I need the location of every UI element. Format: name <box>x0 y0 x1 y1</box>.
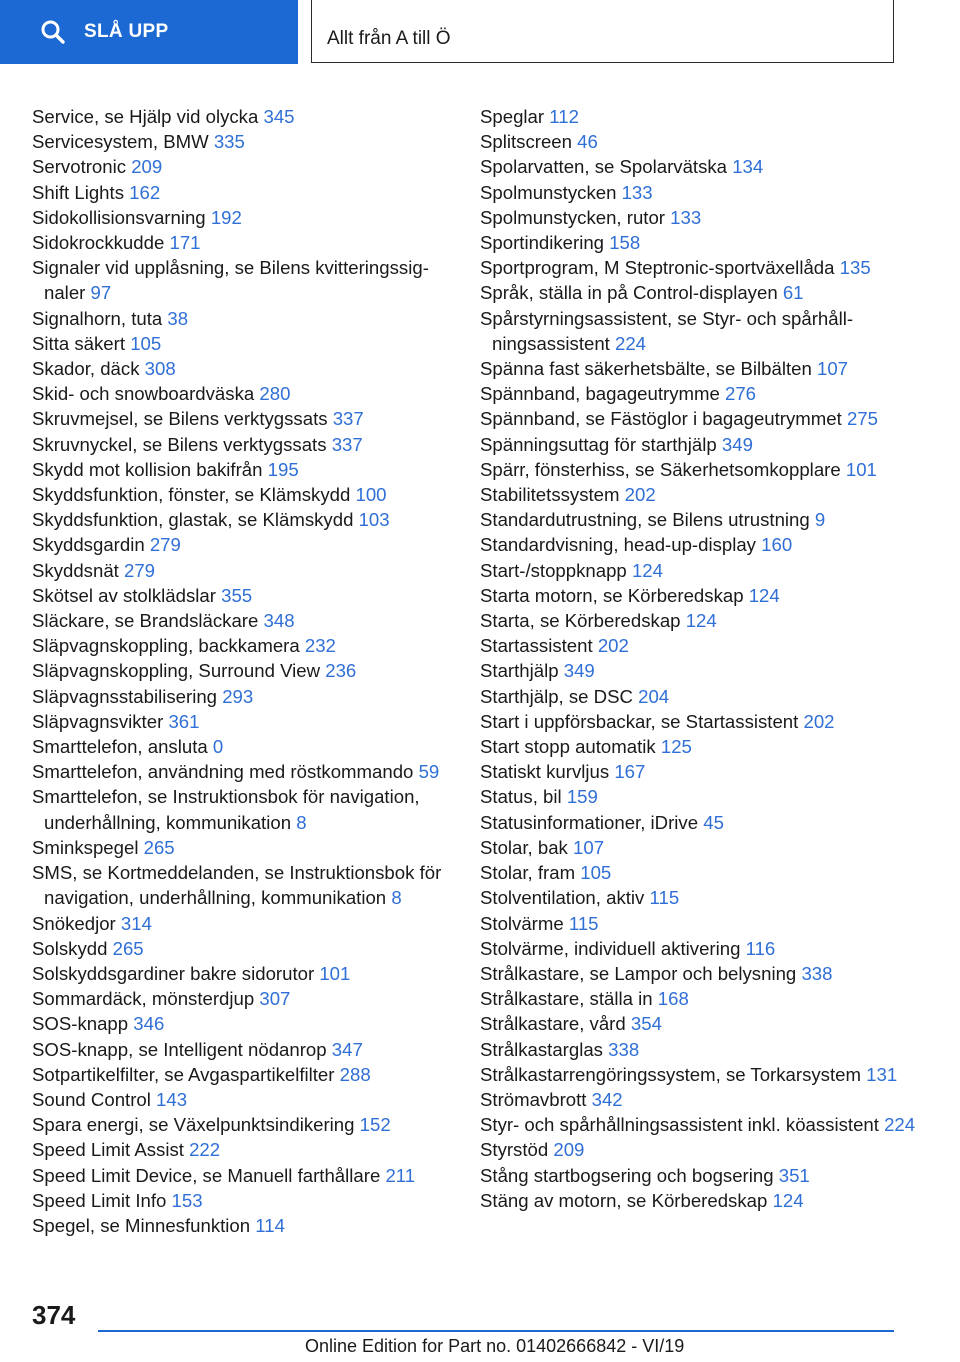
index-term: Smarttelefon, se Instruktionsbok för navigation, underhållning, kommunikation <box>32 786 420 833</box>
index-term: Statusinformationer, iDrive <box>480 811 699 833</box>
page-link[interactable]: 158 <box>609 232 641 254</box>
page-link[interactable]: 133 <box>621 181 653 203</box>
page-link[interactable]: 232 <box>304 635 336 657</box>
index-column-right <box>480 104 920 1213</box>
index-term: Språk, ställa in på Control-displayen <box>480 282 778 304</box>
index-entry <box>480 280 920 305</box>
index-term: Strålkastarrengöringssystem, se Torkarsystem <box>480 1063 861 1085</box>
page-link[interactable]: 103 <box>358 509 390 531</box>
page-link[interactable]: 276 <box>725 383 757 405</box>
index-term: Spännband, se Fästöglor i bagageutrymmet <box>480 408 842 430</box>
index-term: Stolar, bak <box>480 836 568 858</box>
index-term: Strålkastare, vård <box>480 1013 626 1035</box>
page-link[interactable]: 101 <box>319 962 351 984</box>
page-link[interactable]: 209 <box>131 156 163 178</box>
index-entry <box>480 658 920 683</box>
index-entry <box>480 558 920 583</box>
index-entry <box>32 507 452 532</box>
index-term: Skyddsnät <box>32 559 119 581</box>
index-entry <box>480 608 920 633</box>
page-link[interactable]: 8 <box>391 887 402 909</box>
page-link[interactable]: 143 <box>156 1088 188 1110</box>
index-term: Starta motorn, se Körberedskap <box>480 584 744 606</box>
page-link[interactable]: 354 <box>630 1013 662 1035</box>
page-link[interactable]: 337 <box>331 433 363 455</box>
page-link[interactable]: 224 <box>615 332 647 354</box>
index-term: Snökedjor <box>32 912 116 934</box>
page-link[interactable]: 265 <box>112 937 144 959</box>
page-link[interactable]: 125 <box>660 736 692 758</box>
index-term: Skador, däck <box>32 358 140 380</box>
index-entry <box>32 129 452 154</box>
index-term: Stolventilation, aktiv <box>480 887 645 909</box>
page-link[interactable]: 162 <box>129 181 161 203</box>
index-term: Skyddsfunktion, glastak, se Klämskydd <box>32 509 354 531</box>
index-term: Spolarvatten, se Spolarvätska <box>480 156 728 178</box>
index-entry <box>480 1011 920 1036</box>
index-entry <box>480 129 920 154</box>
page-link[interactable]: 131 <box>866 1063 898 1085</box>
index-term: Sitta säkert <box>32 332 126 354</box>
index-term: Signaler vid upplåsning, se Bilens kvitteringssignaler <box>32 257 429 304</box>
index-entry <box>480 507 920 532</box>
index-term: Solskyddsgardiner bakre sidorutor <box>32 962 315 984</box>
index-entry <box>32 784 452 834</box>
page-link[interactable]: 345 <box>263 106 295 127</box>
index-entry <box>480 1112 920 1137</box>
page-link[interactable]: 346 <box>133 1013 165 1035</box>
index-entry <box>32 205 452 230</box>
index-entry <box>480 154 920 179</box>
page-link[interactable]: 168 <box>657 988 689 1010</box>
index-entry <box>480 709 920 734</box>
index-term: Startassistent <box>480 635 593 657</box>
page-link[interactable]: 105 <box>580 862 612 884</box>
page-link[interactable]: 192 <box>210 206 242 228</box>
page-link[interactable]: 107 <box>816 358 849 380</box>
page-link[interactable]: 46 <box>577 131 598 153</box>
page-link[interactable]: 347 <box>331 1038 363 1060</box>
page-link[interactable]: 361 <box>168 710 200 732</box>
index-term: Sidokollisionsvarning <box>32 206 206 228</box>
index-entry <box>480 306 920 356</box>
index-entry <box>32 1213 452 1238</box>
index-term: Statiskt kurvljus <box>480 761 610 783</box>
page-link[interactable]: 209 <box>553 1139 585 1161</box>
index-term: Starthjälp <box>480 660 559 682</box>
page-link[interactable]: 337 <box>332 408 364 430</box>
page-link[interactable]: 152 <box>359 1114 391 1136</box>
index-entry <box>480 759 920 784</box>
page-link[interactable]: 112 <box>549 106 579 127</box>
page-link[interactable]: 288 <box>339 1063 371 1085</box>
page-link[interactable]: 355 <box>221 584 253 606</box>
index-entry <box>480 633 920 658</box>
index-entry <box>32 1137 452 1162</box>
page-link[interactable]: 308 <box>144 358 176 380</box>
index-entry <box>32 986 452 1011</box>
index-term: Spolmunstycken <box>480 181 617 203</box>
index-entry <box>480 457 920 482</box>
section-title: Allt från A till Ö <box>327 28 451 49</box>
index-entry <box>32 381 452 406</box>
index-entry <box>480 1137 920 1162</box>
index-term: Strålkastare, se Lampor och belysning <box>480 962 797 984</box>
index-entry <box>480 205 920 230</box>
index-entry <box>32 684 452 709</box>
index-entry <box>32 180 452 205</box>
index-entry <box>480 583 920 608</box>
index-term: Speed Limit Info <box>32 1189 167 1211</box>
index-term: Släpvagnskoppling, Surround View <box>32 660 321 682</box>
index-column-left <box>32 104 452 1238</box>
page-link[interactable]: 279 <box>149 534 181 556</box>
index-entry <box>480 230 920 255</box>
page-link[interactable]: 224 <box>884 1114 916 1136</box>
page-link[interactable]: 124 <box>748 584 780 606</box>
page-link[interactable]: 314 <box>120 912 152 934</box>
page-link[interactable]: 204 <box>638 685 670 707</box>
index-entry <box>32 306 452 331</box>
page-link[interactable]: 349 <box>563 660 595 682</box>
index-entry <box>480 936 920 961</box>
index-term: Spärr, fönsterhiss, se Säkerhetsomkopplare <box>480 458 841 480</box>
page-link[interactable]: 279 <box>124 559 156 581</box>
search-button-label: SLÅ UPP <box>84 21 169 42</box>
page-link[interactable]: 348 <box>263 610 295 632</box>
index-entry <box>32 331 452 356</box>
page-link[interactable]: 159 <box>566 786 598 808</box>
index-entry <box>480 255 920 280</box>
index-term: Skydd mot kollision bakifrån <box>32 458 263 480</box>
index-term: SOS-knapp, se Intelligent nödanrop <box>32 1038 327 1060</box>
index-entry <box>32 709 452 734</box>
index-entry <box>32 432 452 457</box>
index-entry <box>480 835 920 860</box>
page-link[interactable]: 307 <box>259 988 291 1010</box>
index-entry <box>32 911 452 936</box>
index-entry <box>32 1188 452 1213</box>
index-term: Strålkastare, ställa in <box>480 988 653 1010</box>
index-entry <box>32 255 452 305</box>
index-term: Spänningsuttag för starthjälp <box>480 433 717 455</box>
index-term: Smarttelefon, användning med röstkommando <box>32 761 414 783</box>
index-term: Sound Control <box>32 1088 151 1110</box>
index-term: Spårstyrningsassistent, se Styr- och spårhållningsassistent <box>480 307 854 354</box>
index-entry <box>32 608 452 633</box>
index-entry <box>480 885 920 910</box>
page-link[interactable]: 236 <box>325 660 357 682</box>
index-term: Skid- och snowboardväska <box>32 383 255 405</box>
index-term: Splitscreen <box>480 131 572 153</box>
page-link[interactable]: 124 <box>631 559 663 581</box>
page-link[interactable]: 100 <box>355 484 387 506</box>
page-link[interactable]: 61 <box>782 282 804 304</box>
search-button[interactable] <box>0 0 298 64</box>
page-link[interactable]: 293 <box>222 685 254 707</box>
index-term: Solskydd <box>32 937 108 959</box>
index-term: Start stopp automatik <box>480 736 656 758</box>
index-entry <box>480 684 920 709</box>
index-entry <box>480 432 920 457</box>
page-link[interactable]: 114 <box>255 1214 285 1236</box>
index-term: Släpvagnskoppling, backkamera <box>32 635 300 657</box>
page-link[interactable]: 280 <box>259 383 291 405</box>
index-entry <box>480 784 920 809</box>
index-term: Start i uppförsbackar, se Startassistent <box>480 710 799 732</box>
index-entry <box>480 860 920 885</box>
page-link[interactable]: 97 <box>90 282 112 304</box>
index-entry <box>480 911 920 936</box>
index-entry <box>32 482 452 507</box>
index-entry <box>32 583 452 608</box>
page-link[interactable]: 101 <box>845 458 877 480</box>
search-icon <box>40 19 66 45</box>
index-entry <box>32 104 452 129</box>
page-link[interactable]: 45 <box>703 811 724 833</box>
page-link[interactable]: 124 <box>772 1189 804 1211</box>
index-entry <box>32 1112 452 1137</box>
index-entry <box>480 104 920 129</box>
index-entry <box>480 381 920 406</box>
page-link[interactable]: 9 <box>814 509 826 531</box>
index-term: Stolvärme <box>480 912 564 934</box>
index-entry <box>32 835 452 860</box>
index-entry <box>480 356 920 381</box>
page-link[interactable]: 338 <box>608 1038 640 1060</box>
page-link[interactable]: 107 <box>573 836 605 858</box>
page-link[interactable]: 222 <box>189 1139 221 1161</box>
footer-divider <box>98 1330 894 1332</box>
index-entry <box>480 986 920 1011</box>
index-entry <box>32 230 452 255</box>
index-entry <box>32 154 452 179</box>
page-link[interactable]: 135 <box>839 257 871 279</box>
index-term: Speglar <box>480 106 545 127</box>
index-entry <box>32 759 452 784</box>
index-entry <box>32 406 452 431</box>
index-term: Sminkspegel <box>32 836 139 858</box>
page-link[interactable]: 202 <box>803 710 835 732</box>
index-term: Start-/stoppknapp <box>480 559 627 581</box>
index-entry <box>32 457 452 482</box>
index-entry <box>480 532 920 557</box>
page-link[interactable]: 202 <box>624 484 656 506</box>
page-link[interactable]: 133 <box>670 206 702 228</box>
page-link[interactable]: 8 <box>296 811 307 833</box>
page-link[interactable]: 38 <box>167 307 189 329</box>
index-term: Signalhorn, tuta <box>32 307 163 329</box>
edition-info: Online Edition for Part no. 01402666842 - VI/19 <box>305 1336 685 1356</box>
index-term: Sportindikering <box>480 232 605 254</box>
index-term: Strömavbrott <box>480 1088 587 1110</box>
index-entry <box>32 558 452 583</box>
page-link[interactable]: 115 <box>568 912 599 934</box>
index-entry <box>32 1087 452 1112</box>
index-entry <box>480 1037 920 1062</box>
index-entry <box>32 356 452 381</box>
index-term: Spänna fast säkerhetsbälte, se Bilbälten <box>480 358 812 380</box>
index-term: Skyddsfunktion, fönster, se Klämskydd <box>32 484 351 506</box>
index-term: Spegel, se Minnesfunktion <box>32 1214 251 1236</box>
index-term: Styrstöd <box>480 1139 549 1161</box>
index-entry <box>480 406 920 431</box>
index-term: Speed Limit Device, se Manuell farthållare <box>32 1164 381 1186</box>
index-term: Skyddsgardin <box>32 534 145 556</box>
index-term: Stäng av motorn, se Körberedskap <box>480 1189 768 1211</box>
index-entry <box>32 1011 452 1036</box>
index-entry <box>480 482 920 507</box>
index-term: Smarttelefon, ansluta <box>32 736 208 758</box>
index-term: Spara energi, se Växelpunktsindikering <box>32 1114 355 1136</box>
index-entry <box>480 1188 920 1213</box>
index-entry <box>480 734 920 759</box>
index-entry <box>32 936 452 961</box>
index-term: Servicesystem, BMW <box>32 131 209 153</box>
index-term: Stolvärme, individuell aktivering <box>480 937 741 959</box>
page-link[interactable]: 195 <box>267 458 299 480</box>
index-entry <box>480 1163 920 1188</box>
index-entry <box>32 658 452 683</box>
index-term: SMS, se Kortmeddelanden, se Instruktionsbok för navigation, underhållning, kommunikation <box>32 862 442 909</box>
index-term: SOS-knapp <box>32 1013 129 1035</box>
index-term: Standardvisning, head-up-display <box>480 534 756 556</box>
index-term: Släpvagnsvikter <box>32 710 164 732</box>
index-entry <box>480 1087 920 1112</box>
page-link[interactable]: 202 <box>597 635 629 657</box>
index-term: Status, bil <box>480 786 562 808</box>
index-entry <box>480 961 920 986</box>
index-entry <box>480 1062 920 1087</box>
index-term: Stång startbogsering och bogsering <box>480 1164 774 1186</box>
index-term: Släckare, se Brandsläckare <box>32 610 259 632</box>
index-term: Starta, se Körberedskap <box>480 610 681 632</box>
index-term: Sommardäck, mönsterdjup <box>32 988 255 1010</box>
page-link[interactable]: 335 <box>213 131 245 153</box>
index-entry <box>32 1037 452 1062</box>
index-entry <box>32 734 452 759</box>
page-link[interactable]: 167 <box>614 761 646 783</box>
index-term: Sotpartikelfilter, se Avgaspartikelfilter <box>32 1063 335 1085</box>
index-entry <box>32 860 452 910</box>
index-entry <box>32 633 452 658</box>
page-link[interactable]: 211 <box>385 1164 416 1186</box>
page-link[interactable]: 59 <box>418 761 440 783</box>
page-link[interactable]: 116 <box>745 937 776 959</box>
index-entry <box>32 532 452 557</box>
index-entry <box>480 180 920 205</box>
page-link[interactable]: 342 <box>591 1088 623 1110</box>
index-term: Skruvmejsel, se Bilens verktygssats <box>32 408 328 430</box>
index-term: Stabilitetssystem <box>480 484 620 506</box>
page-link[interactable]: 134 <box>732 156 764 178</box>
index-term: Starthjälp, se DSC <box>480 685 633 707</box>
index-entry <box>480 810 920 835</box>
page-link[interactable]: 153 <box>171 1189 203 1211</box>
index-term: Skötsel av stolklädslar <box>32 584 216 606</box>
page-number: 374 <box>32 1300 76 1330</box>
index-term: Stolar, fram <box>480 862 576 884</box>
index-term: Speed Limit Assist <box>32 1139 184 1161</box>
index-term: Service, se Hjälp vid olycka <box>32 106 259 127</box>
page-link[interactable]: 171 <box>169 232 201 254</box>
index-term: Släpvagnsstabilisering <box>32 685 218 707</box>
index-term: Styr- och spårhållningsassistent inkl. köassistent <box>480 1114 879 1136</box>
page-link[interactable]: 0 <box>212 736 224 758</box>
index-term: Skruvnyckel, se Bilens verktygssats <box>32 433 327 455</box>
page-link[interactable]: 105 <box>130 332 162 354</box>
page-link[interactable]: 124 <box>685 610 717 632</box>
page-link[interactable]: 338 <box>801 962 833 984</box>
page-link[interactable]: 115 <box>649 887 680 909</box>
page-link[interactable]: 349 <box>721 433 753 455</box>
index-entry <box>32 1163 452 1188</box>
page-link[interactable]: 351 <box>778 1164 810 1186</box>
index-term: Servotronic <box>32 156 127 178</box>
page-link[interactable]: 160 <box>761 534 793 556</box>
page-link[interactable]: 275 <box>846 408 878 430</box>
index-term: Sidokrockkudde <box>32 232 165 254</box>
index-term: Sportprogram, M Steptronic-sportväxellåda <box>480 257 835 279</box>
index-term: Spännband, bagageutrymme <box>480 383 720 405</box>
section-header <box>311 0 894 63</box>
index-term: Spolmunstycken, rutor <box>480 206 665 228</box>
index-term: Strålkastarglas <box>480 1038 603 1060</box>
page-link[interactable]: 265 <box>143 836 175 858</box>
index-entry <box>32 961 452 986</box>
index-entry <box>32 1062 452 1087</box>
index-term: Standardutrustning, se Bilens utrustning <box>480 509 810 531</box>
index-term: Shift Lights <box>32 181 124 203</box>
